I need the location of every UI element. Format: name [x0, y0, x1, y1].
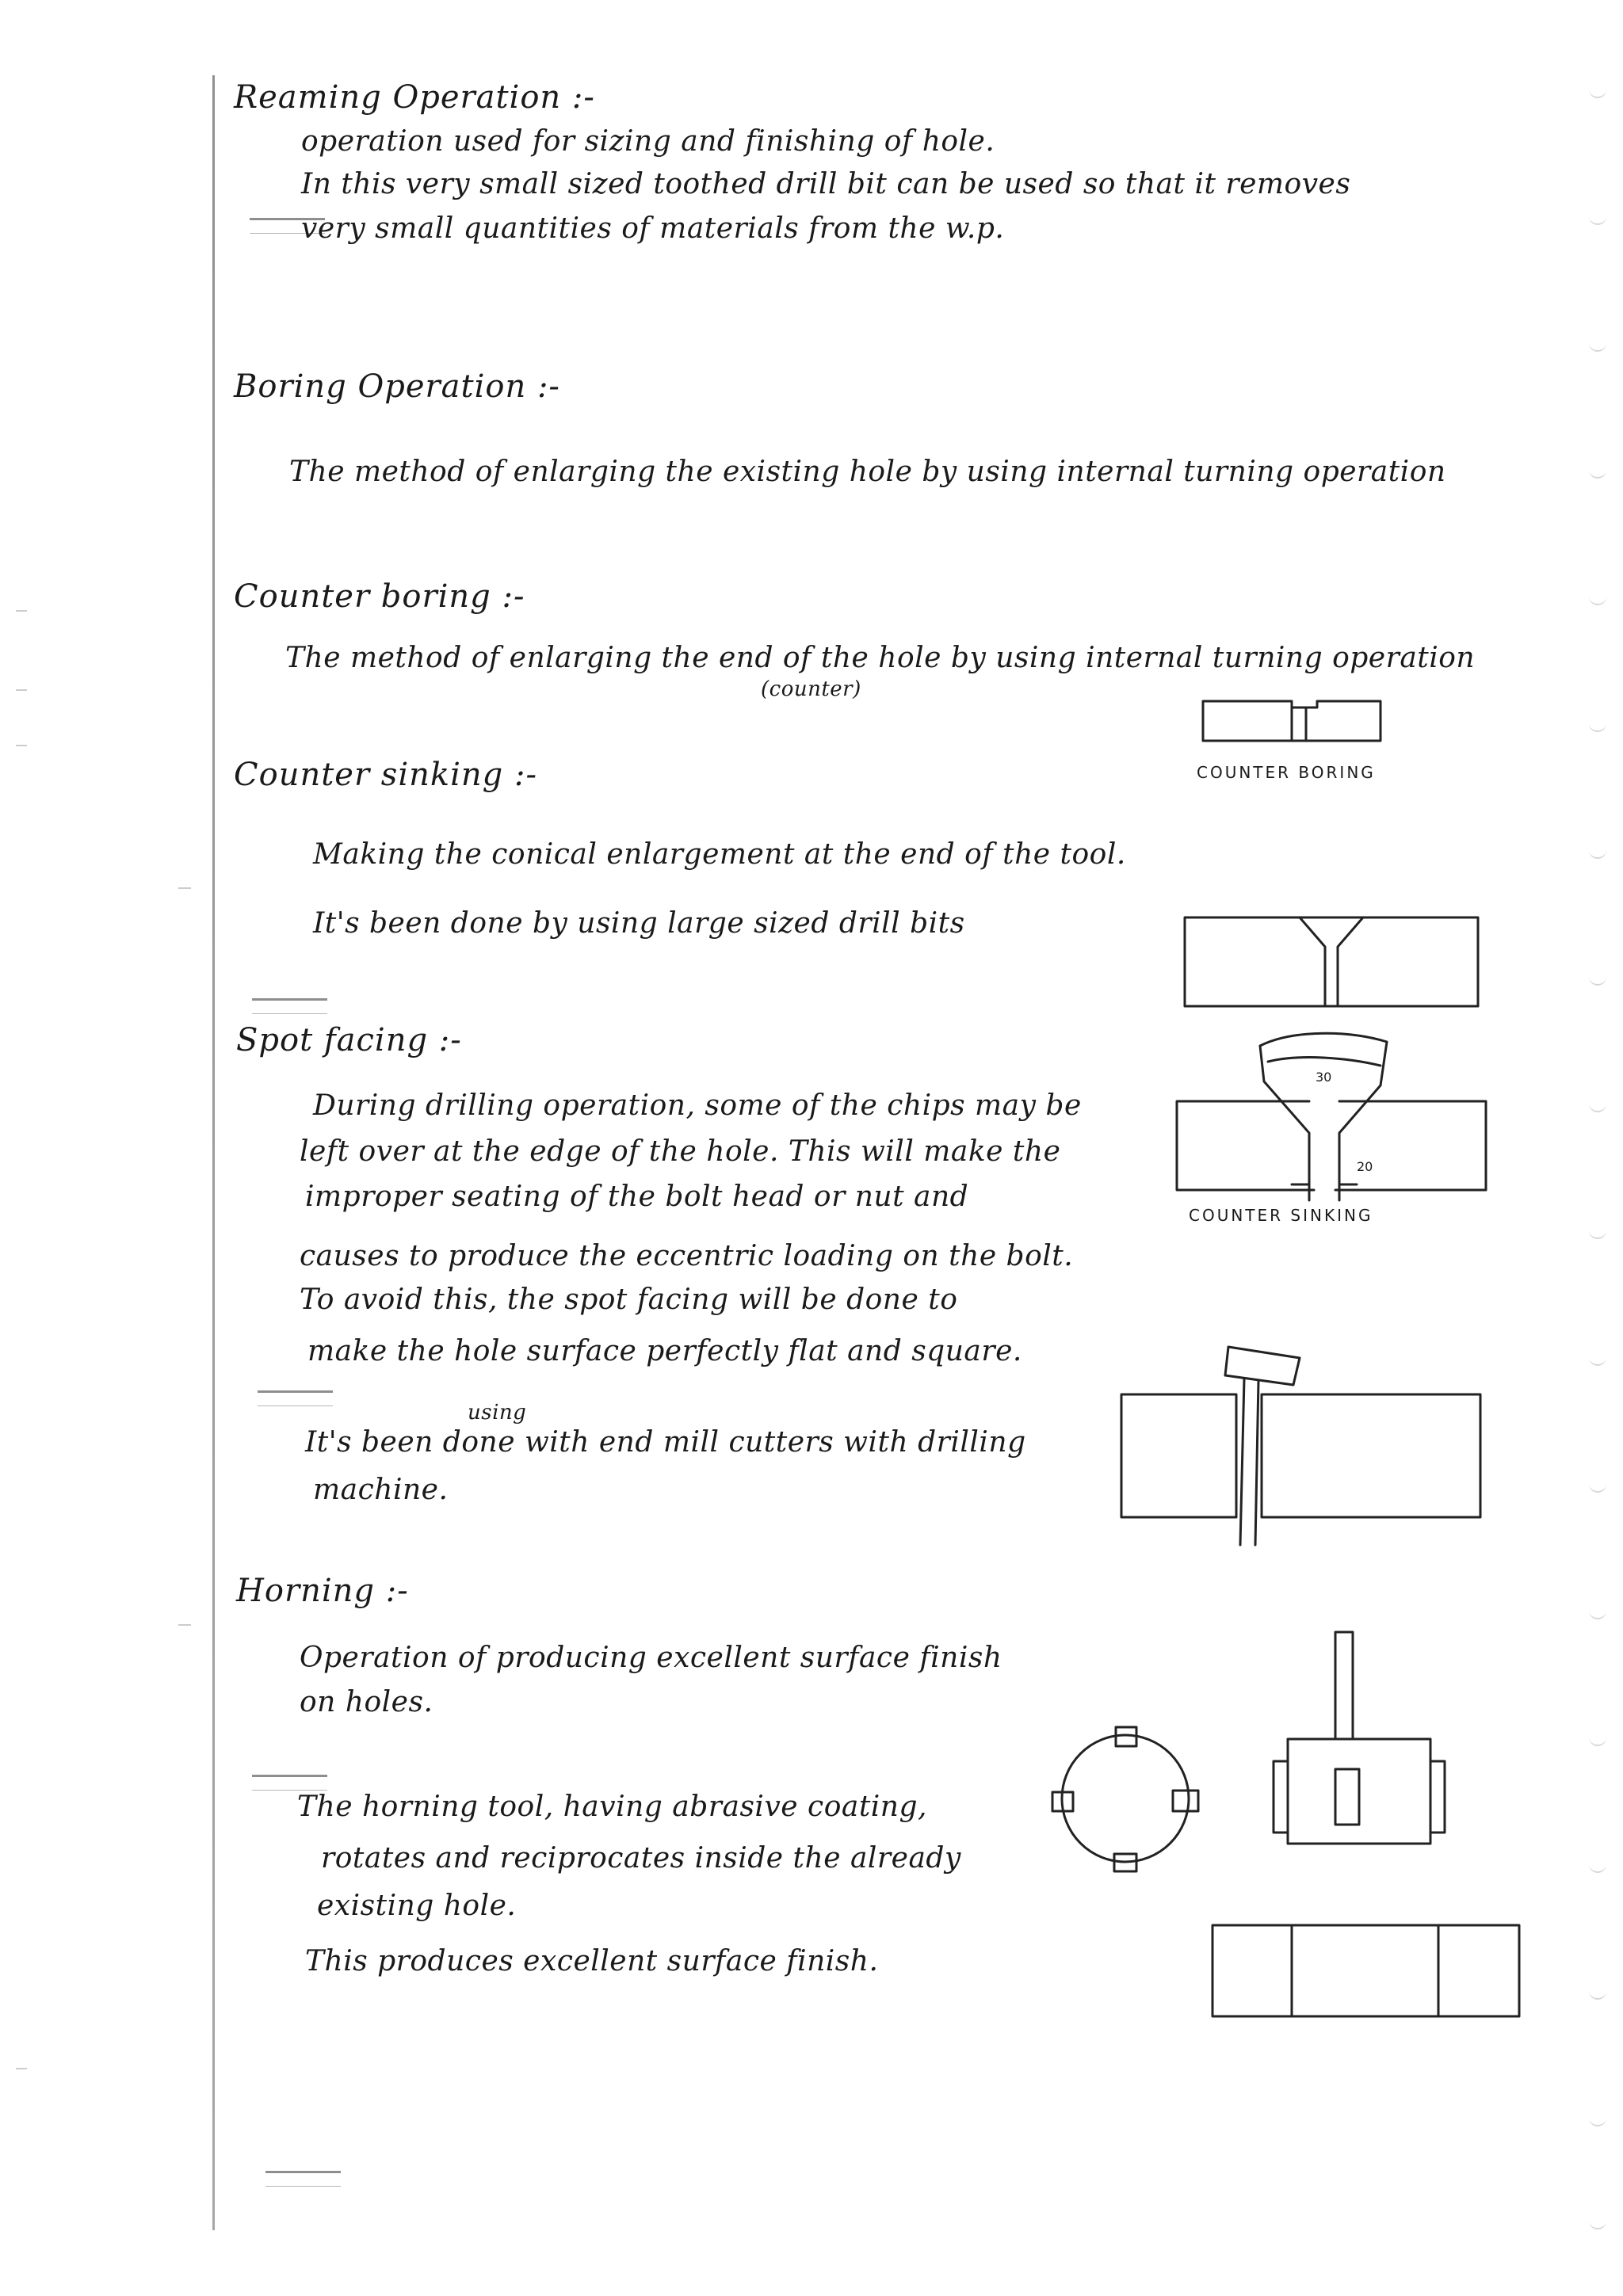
- horning-line-6: This produces excellent surface finish.: [305, 1945, 879, 1978]
- counter-sinking-diagram-icon: [1181, 911, 1482, 1014]
- punch-hole-mark: [1589, 1228, 1606, 1239]
- spot-facing-line-2: left over at the edge of the hole. This will make the: [300, 1135, 1061, 1168]
- reaming-heading: Reaming Operation :-: [234, 79, 595, 116]
- reaming-line-1: operation used for sizing and finishing of hole.: [301, 125, 995, 158]
- horning-line-5: existing hole.: [317, 1890, 517, 1922]
- dim-top: 30: [1316, 1070, 1332, 1085]
- counter-boring-diagram-icon: [1197, 693, 1387, 749]
- punch-hole-mark: [1589, 1101, 1606, 1112]
- horning-line-2: on holes.: [300, 1686, 433, 1718]
- punch-hole-mark: [1589, 1862, 1606, 1873]
- boring-heading: Boring Operation :-: [234, 368, 560, 405]
- spot-facing-line-4: causes to produce the eccentric loading on the bolt.: [300, 1240, 1074, 1272]
- spot-facing-insert: using: [468, 1401, 527, 1425]
- horning-line-1: Operation of producing excellent surface finish: [300, 1642, 1002, 1674]
- scan-tick: [178, 887, 191, 889]
- punch-hole-mark: [1589, 1355, 1606, 1366]
- spot-facing-line-6: make the hole surface perfectly flat and square.: [307, 1335, 1022, 1367]
- reaming-line-2: In this very small sized toothed drill bit can be used so that it removes: [301, 168, 1351, 200]
- punch-hole-mark: [1589, 341, 1606, 352]
- punch-hole-mark: [1589, 721, 1606, 732]
- spot-facing-line-8: machine.: [313, 1474, 449, 1506]
- scan-tick: [16, 689, 27, 691]
- scan-tick: [16, 745, 27, 746]
- counter-sinking-line-1: Making the conical enlargement at the end of the tool.: [313, 838, 1126, 871]
- counter-sinking-line-2: It's been done by using large sized drill bits: [313, 907, 965, 940]
- reaming-line-3: very small quantities of materials from the w.p.: [301, 212, 1005, 245]
- counter-sinking-heading: Counter sinking :-: [234, 757, 537, 793]
- horning-line-3: The horning tool, having abrasive coating,: [297, 1791, 927, 1823]
- honing-tool-diagram-icon: [1264, 1628, 1462, 1850]
- spot-facing-line-7: It's been done with end mill cutters with drilling: [305, 1426, 1026, 1459]
- punch-hole-mark: [1589, 467, 1606, 479]
- punch-hole-mark: [1589, 2115, 1606, 2126]
- bullet-mark: [265, 2171, 341, 2187]
- counter-boring-line-1: The method of enlarging the end of the hole by using internal turning operation: [285, 642, 1476, 674]
- scan-tick: [178, 1624, 191, 1626]
- punch-hole-mark: [1589, 594, 1606, 605]
- scan-tick: [16, 610, 27, 612]
- spot-facing-diagram-icon: [1117, 1339, 1490, 1553]
- spot-facing-line-1: During drilling operation, some of the chips may be: [313, 1089, 1082, 1122]
- punch-hole-mark: [1589, 1608, 1606, 1619]
- honing-block-diagram-icon: [1209, 1921, 1526, 2024]
- counter-boring-figure-label: COUNTER BORING: [1197, 763, 1376, 782]
- spot-facing-line-5: To avoid this, the spot facing will be done to: [300, 1283, 958, 1316]
- bullet-mark: [252, 1775, 327, 1791]
- punch-hole-mark: [1589, 848, 1606, 859]
- spot-facing-line-3: improper seating of the bolt head or nut and: [305, 1180, 969, 1213]
- punch-hole-mark: [1589, 1735, 1606, 1746]
- punch-hole-mark: [1589, 214, 1606, 225]
- punch-hole-mark: [1589, 1989, 1606, 2000]
- punch-hole-mark: [1589, 87, 1606, 98]
- boring-line-1: The method of enlarging the existing hole by using internal turning operation: [289, 456, 1446, 488]
- punch-hole-mark: [1589, 1482, 1606, 1493]
- bullet-mark: [252, 998, 327, 1014]
- horning-line-4: rotates and reciprocates inside the already: [321, 1842, 961, 1875]
- spot-facing-heading: Spot facing :-: [236, 1022, 462, 1058]
- counter-note: (counter): [761, 677, 861, 701]
- bullet-mark: [258, 1390, 333, 1406]
- counter-sinking-figure-label: COUNTER SINKING: [1189, 1206, 1373, 1225]
- horning-heading: Horning :-: [236, 1573, 409, 1609]
- drill-tip-diagram-icon: [1173, 1022, 1490, 1220]
- punch-hole-mark: [1589, 974, 1606, 986]
- honing-ring-diagram-icon: [1046, 1719, 1205, 1878]
- counter-boring-heading: Counter boring :-: [234, 578, 525, 615]
- scan-tick: [16, 2068, 27, 2069]
- dim-bottom: 20: [1357, 1159, 1373, 1174]
- punch-hole-mark: [1589, 2218, 1606, 2229]
- margin-line: [212, 75, 215, 2230]
